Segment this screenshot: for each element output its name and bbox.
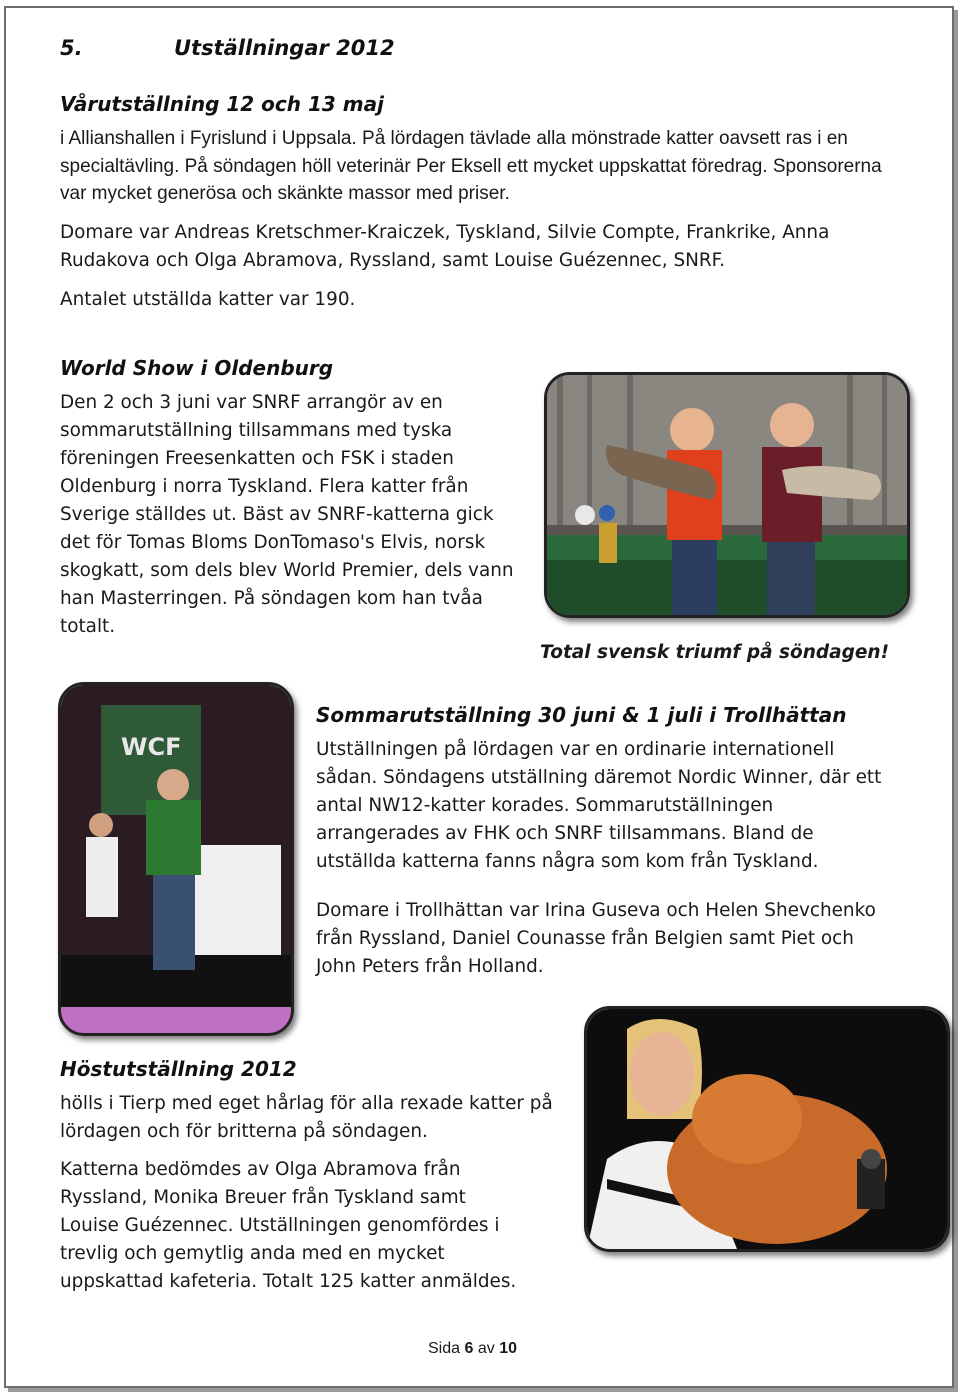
autumn-text: hölls i Tierp med eget hårlag för alla rexade katter på lördagen och för britterna på söndagen. (60, 1093, 553, 1142)
section-heading (60, 36, 395, 60)
two-men-holding-cats-photo (547, 375, 907, 615)
spring-intro: i Allianshallen i Fyrislund i Uppsala. På lördagen tävlade alla mönstrade katter oavsett ras i en specialtävling. På söndagen höll veterinär Per Eksell ett mycket uppskattat föredrag. Sponsorerna var mycket generösa och skänkte massor med priser. (60, 128, 882, 204)
page-footer (428, 1340, 517, 1358)
banner-label: WCF (121, 733, 182, 761)
man-holding-cat-on-stage-photo (61, 685, 291, 1033)
autumn-judges: Katterna bedömdes av Olga Abramova från Ryssland, Monika Breuer från Tyskland samt Louise Guézennec. Utställningen genomfördes i trevlig och gemytlig anda med en mycket uppskattad kafeteria. Totalt 125 katter anmäldes. (60, 1159, 517, 1292)
autumn-heading: Höstutställning 2012 (60, 1057, 297, 1081)
spring-judges: Domare var Andreas Kretschmer-Kraiczek, Tyskland, Silvie Compte, Frankrike, Anna Rudakova och Olga Abramova, Ryssland, samt Louise Guézennec, SNRF. (60, 222, 830, 271)
world-show-text: Den 2 och 3 juni var SNRF arrangör av en sommarutställning tillsammans med tyska föreningen Freesenkatten och FSK i staden Oldenburg i norra Tyskland. Flera katter från Sverige ställdes ut. Bäst av SNRF-katterna gick det för Tomas Bloms DonTomaso's Elvis, norsk skogkatt, som dels blev World Premier, dels vann han Masterringen. På söndagen kom han tvåa totalt. (60, 392, 514, 637)
summer-photo (58, 682, 294, 1036)
autumn-photo (584, 1006, 950, 1252)
spring-heading: Vårutställning 12 och 13 maj (60, 92, 384, 116)
footer-prefix: Sida (428, 1340, 461, 1357)
world-show-caption: Total svensk triumf på söndagen! (540, 642, 890, 663)
world-show-photo (544, 372, 910, 618)
footer-page-number: 6 (464, 1340, 474, 1357)
summer-text: Utställningen på lördagen var en ordinarie internationell sådan. Söndagens utställning däremot Nordic Winner, där ett antal NW12-katter korades. Sommarutställningen arrangerades av FHK och SNRF tillsammans. Bland de utställda katterna fanns några som kom från Tyskland. (316, 739, 882, 872)
summer-heading: Sommarutställning 30 juni & 1 juli i Trollhättan (316, 703, 847, 727)
summer-judges: Domare i Trollhättan var Irina Guseva och Helen Shevchenko från Ryssland, Daniel Counasse från Belgien samt Piet och John Peters från Holland. (316, 900, 876, 977)
footer-total-pages: 10 (499, 1340, 517, 1357)
world-show-heading: World Show i Oldenburg (60, 356, 334, 380)
section-title: Utställningar 2012 (174, 36, 395, 60)
spring-count: Antalet utställda katter var 190. (60, 289, 356, 310)
woman-holding-red-cat-photo (587, 1009, 947, 1249)
section-number: 5. (60, 36, 83, 60)
footer-middle: av (477, 1340, 495, 1357)
